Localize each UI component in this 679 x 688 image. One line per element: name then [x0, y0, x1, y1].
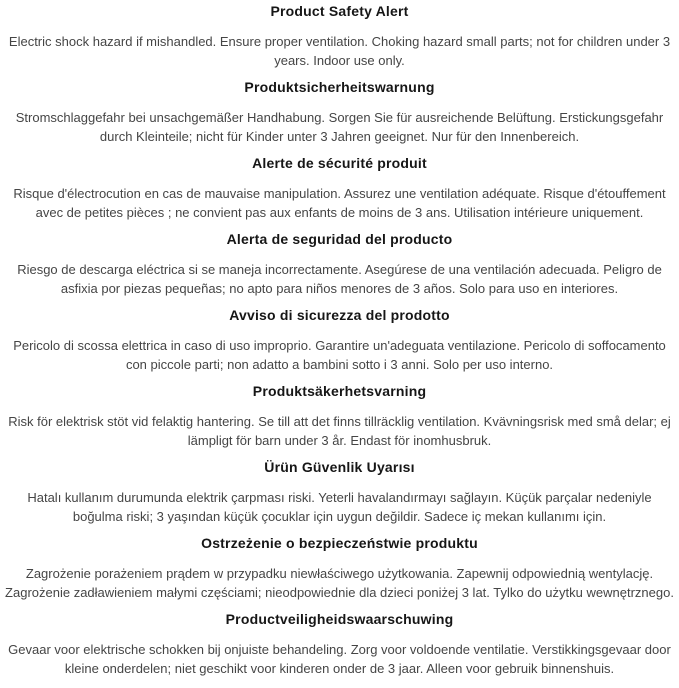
- section-body-english: Electric shock hazard if mishandled. Ensure proper ventilation. Choking hazard small parts; not for children under 3 years. Indoor use only.: [8, 34, 671, 68]
- safety-section-swedish: [1, 382, 678, 450]
- safety-section-turkish: [1, 458, 678, 526]
- section-body-spanish: Riesgo de descarga eléctrica si se maneja incorrectamente. Asegúrese de una ventilación adecuada. Peligro de asfixia por piezas pequeñas; no apto para niños menores de 3 años. Solo para uso en interiores.: [17, 262, 662, 296]
- section-heading-french: Alerte de sécurité produit: [252, 155, 427, 171]
- section-body-polish: Zagrożenie porażeniem prądem w przypadku niewłaściwego użytkowania. Zapewnij odpowiednią wentylację. Zagrożenie zadławieniem małymi częściami; nieodpowiednie dla dzieci poniżej 3 lat. Tylko do użytku wewnętrznego.: [5, 566, 674, 600]
- section-heading-german: Produktsicherheitswarnung: [244, 79, 435, 95]
- section-heading-swedish: Produktsäkerhetsvarning: [252, 383, 427, 399]
- section-body-swedish: Risk för elektrisk stöt vid felaktig hantering. Se till att det finns tillräcklig ventilation. Kvävningsrisk med små delar; ej lämpligt för barn under 3 år. Endast för inomhusbruk.: [8, 414, 671, 448]
- section-body-italian: Pericolo di scossa elettrica in caso di uso improprio. Garantire un'adeguata ventilazione. Pericolo di soffocamento con piccole parti; non adatto a bambini sotto i 3 anni. Solo per uso interno.: [13, 338, 666, 372]
- section-body-french: Risque d'électrocution en cas de mauvaise manipulation. Assurez une ventilation adéquate. Risque d'étouffement avec de petites pièces ; ne convient pas aux enfants de moins de 3 ans. Utilisation intérieure uniquement.: [13, 186, 666, 220]
- safety-section-french: [1, 154, 678, 222]
- section-heading-italian: Avviso di sicurezza del prodotto: [229, 307, 450, 323]
- section-heading-turkish: Ürün Güvenlik Uyarısı: [264, 459, 415, 475]
- section-body-turkish: Hatalı kullanım durumunda elektrik çarpması riski. Yeterli havalandırmayı sağlayın. Küçük parçalar nedeniyle boğulma riski; 3 yaşından küçük çocuklar için uygun değildir. Sadece iç mekan kullanımı için.: [27, 490, 652, 524]
- safety-section-spanish: [1, 230, 678, 298]
- section-heading-spanish: Alerta de seguridad del producto: [226, 231, 453, 247]
- section-heading-polish: Ostrzeżenie o bezpieczeństwie produktu: [201, 535, 478, 551]
- safety-section-polish: [1, 534, 678, 602]
- section-body-german: Stromschlaggefahr bei unsachgemäßer Handhabung. Sorgen Sie für ausreichende Belüftung. Erstickungsgefahr durch Kleinteile; nicht für Kinder unter 3 Jahren geeignet. Nur für den Innenbereich.: [15, 110, 664, 144]
- safety-section-german: [1, 78, 678, 146]
- section-heading-dutch: Productveiligheidswaarschuwing: [225, 611, 454, 627]
- section-heading-english: Product Safety Alert: [270, 3, 409, 19]
- safety-section-italian: [1, 306, 678, 374]
- safety-section-english: [1, 2, 678, 70]
- safety-section-dutch: [1, 610, 678, 678]
- section-body-dutch: Gevaar voor elektrische schokken bij onjuiste behandeling. Zorg voor voldoende ventilatie. Verstikkingsgevaar door kleine onderdelen; niet geschikt voor kinderen onder de 3 jaar. Alleen voor gebruik binnenshuis.: [8, 642, 671, 676]
